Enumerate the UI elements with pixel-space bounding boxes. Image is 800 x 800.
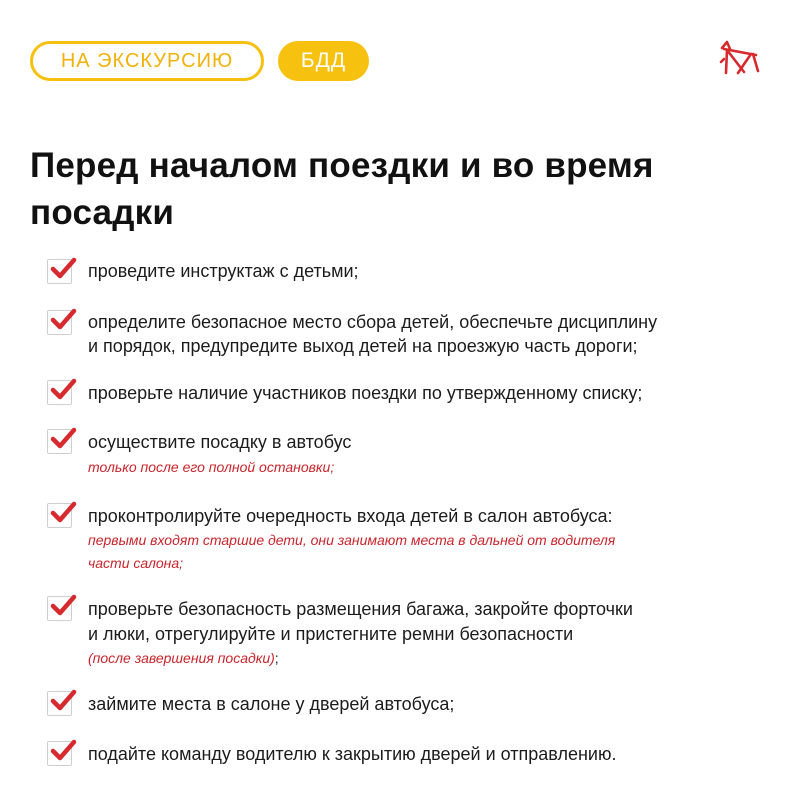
- checkbox-checked-icon[interactable]: [47, 429, 72, 454]
- checkbox-checked-icon[interactable]: [47, 380, 72, 405]
- checkbox-checked-icon[interactable]: [47, 691, 72, 716]
- checkbox-checked-icon[interactable]: [47, 596, 72, 621]
- checklist-item-note: части салона;: [88, 555, 184, 571]
- checkbox-checked-icon[interactable]: [47, 503, 72, 528]
- page-title-line-2: посадки: [30, 193, 175, 232]
- checklist-item-note: первыми входят старшие дети, они занимают места в дальней от водителя: [88, 532, 616, 548]
- tag-bdd-label: БДД: [300, 49, 347, 72]
- checklist-item-note-text: (после завершения посадки): [88, 650, 275, 666]
- checklist-item-text: и порядок, предупредите выход детей на проезжую часть дороги;: [88, 336, 638, 356]
- checklist-item-text: проверьте наличие участников поездки по утвержденному списку;: [88, 383, 643, 403]
- tag-na-ekskursiyu-label: НА ЭКСКУРСИЮ: [60, 49, 234, 72]
- checklist-item-text: проверьте безопасность размещения багажа, закройте форточки: [88, 599, 633, 619]
- checklist-item-text: проведите инструктаж с детьми;: [88, 261, 359, 281]
- checklist-item-text: займите места в салоне у дверей автобуса;: [88, 694, 455, 714]
- checklist-item-text: проконтролируйте очередность входа детей в салон автобуса:: [88, 506, 613, 526]
- checklist-item-text: подайте команду водителю к закрытию дверей и отправлению.: [88, 744, 617, 764]
- checklist-item-note: [88, 646, 788, 670]
- checkbox-checked-icon[interactable]: [47, 741, 72, 766]
- checklist-item-text: определите безопасное место сбора детей, обеспечьте дисциплину: [88, 312, 658, 332]
- checklist-item-note-suffix: ;: [274, 650, 279, 666]
- checklist-item-note: только после его полной остановки;: [88, 459, 335, 475]
- checkbox-checked-icon[interactable]: [47, 310, 72, 335]
- checklist-item-text: и люки, отрегулируйте и пристегните ремни безопасности: [88, 624, 574, 644]
- checkbox-checked-icon[interactable]: [47, 259, 72, 284]
- checklist-item-text: осуществите посадку в автобус: [88, 432, 352, 452]
- page-title-line-1: Перед началом поездки и во время: [30, 146, 654, 185]
